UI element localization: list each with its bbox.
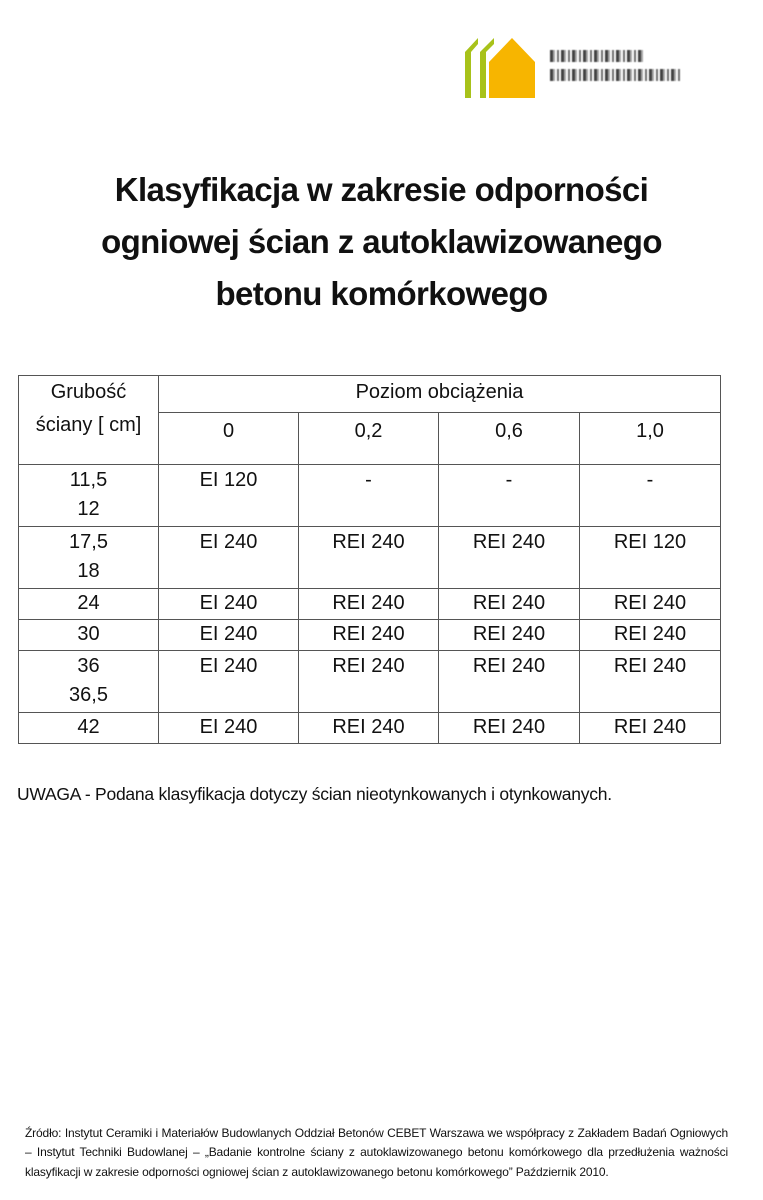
class-cell: REI 240 [439, 589, 580, 620]
thickness-cell: 30 [19, 620, 159, 651]
logo-house-icon [489, 38, 535, 98]
class-cell: REI 240 [299, 589, 439, 620]
thickness-value: 18 [77, 560, 100, 582]
class-cell: EI 240 [159, 651, 299, 713]
class-cell: - [580, 465, 721, 527]
thickness-cell: 42 [19, 713, 159, 744]
thickness-value: 36,5 [69, 684, 108, 706]
load-level-1: 0,2 [299, 413, 439, 465]
class-cell: EI 240 [159, 713, 299, 744]
note-text: UWAGA - Podana klasyfikacja dotyczy ścian nieotynkowanych i otynkowanych. [17, 784, 612, 804]
class-cell: REI 240 [580, 651, 721, 713]
thickness-header-line: Grubość [50, 381, 127, 403]
page-title-line: betonu komórkowego [215, 275, 548, 312]
thickness-value: 17,5 [69, 531, 108, 553]
table-row [19, 589, 721, 620]
class-cell: REI 240 [439, 651, 580, 713]
class-cell: - [299, 465, 439, 527]
thickness-value: 36 [77, 655, 100, 677]
class-cell: EI 240 [159, 589, 299, 620]
logo-bar-icon [465, 38, 478, 98]
load-level-3: 1,0 [580, 413, 721, 465]
class-cell: REI 240 [580, 620, 721, 651]
thickness-cell [19, 465, 159, 527]
thickness-value: 12 [77, 498, 100, 520]
thickness-header-line: ściany [ cm] [35, 414, 142, 436]
class-cell: REI 240 [299, 651, 439, 713]
thickness-cell [19, 651, 159, 713]
class-cell: REI 240 [580, 589, 721, 620]
class-cell: - [439, 465, 580, 527]
logo-wordmark [550, 50, 682, 90]
class-cell: EI 120 [159, 465, 299, 527]
load-level-0: 0 [159, 413, 299, 465]
table-row [19, 713, 721, 744]
class-cell: REI 240 [299, 527, 439, 589]
logo-wordmark-line [550, 50, 645, 62]
table-row [19, 651, 721, 713]
thickness-header [19, 376, 159, 465]
page-title-line: Klasyfikacja w zakresie odporności [114, 171, 649, 208]
class-cell: REI 240 [580, 713, 721, 744]
load-level-header: Poziom obciążenia [159, 376, 721, 413]
class-cell: EI 240 [159, 620, 299, 651]
thickness-value: 11,5 [69, 469, 108, 491]
table-row [19, 527, 721, 589]
thickness-cell [19, 527, 159, 589]
company-logo [462, 34, 692, 98]
table-row [19, 465, 721, 527]
class-cell: REI 240 [439, 620, 580, 651]
class-cell: EI 240 [159, 527, 299, 589]
load-level-2: 0,6 [439, 413, 580, 465]
table-row [19, 620, 721, 651]
source-citation: Źródło: Instytut Ceramiki i Materiałów Budowlanych Oddział Betonów CEBET Warszawa we współpracy z Zakładem Badań Ogniowych – Instytut Techniki Budowlanej – „Badanie kontrolne ściany z autoklawizowanego betonu komórkowego dla przedłużenia ważności klasyfikacji w zakresie odporności ogniowej ścian z autoklawizowanego betonu komórkowego” Październik 2010. [25, 1126, 728, 1179]
class-cell: REI 240 [439, 527, 580, 589]
page-title [0, 164, 763, 320]
thickness-cell: 24 [19, 589, 159, 620]
house-logo-icon [462, 34, 542, 98]
logo-wordmark-line [550, 69, 682, 81]
class-cell: REI 240 [439, 713, 580, 744]
page-title-line: ogniowej ścian z autoklawizowanego [101, 223, 662, 260]
fire-resistance-table [18, 375, 721, 744]
class-cell: REI 240 [299, 620, 439, 651]
class-cell: REI 120 [580, 527, 721, 589]
table-header-row [19, 376, 721, 413]
class-cell: REI 240 [299, 713, 439, 744]
